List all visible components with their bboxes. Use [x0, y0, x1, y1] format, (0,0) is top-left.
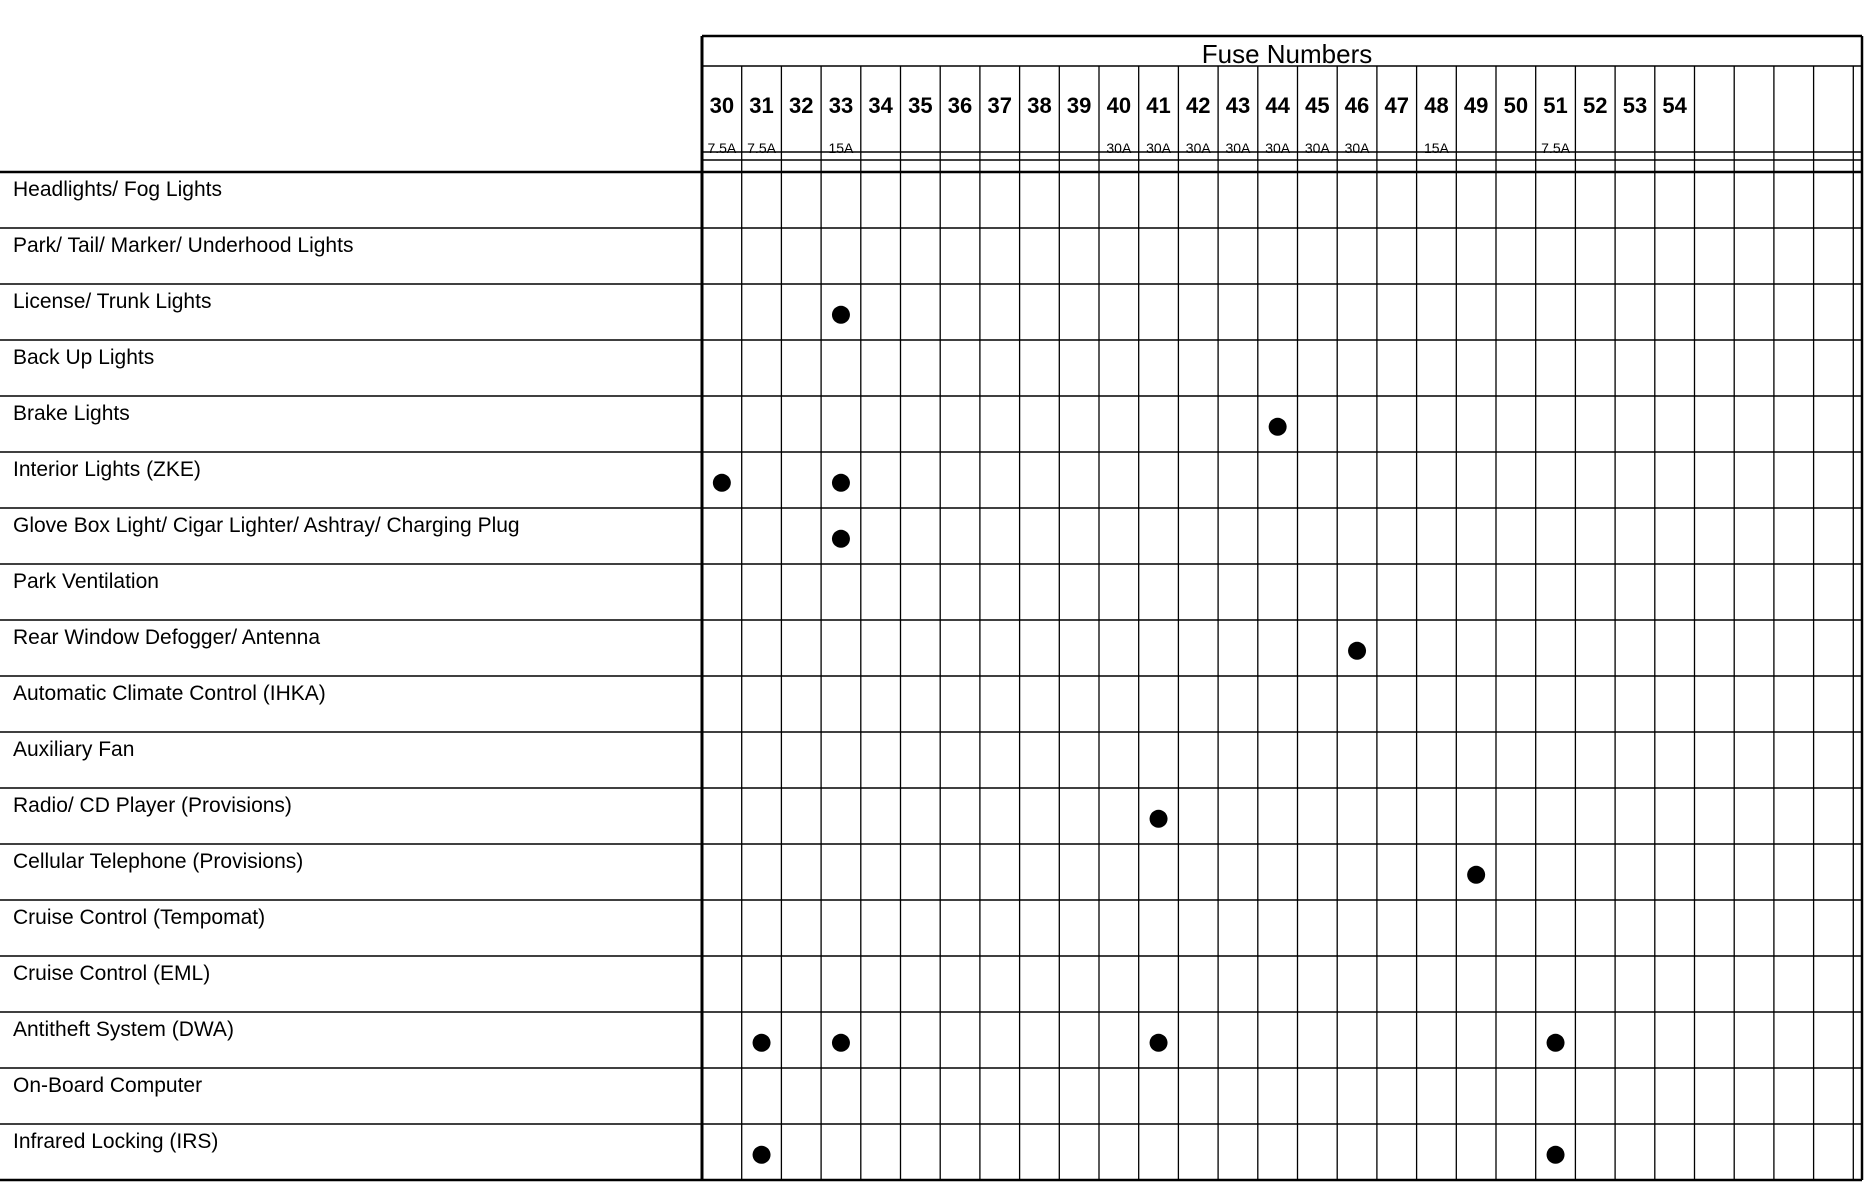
- fuse-number-header: 34: [868, 93, 893, 118]
- fuse-number-header: 38: [1027, 93, 1052, 118]
- fuse-number-header: 30: [709, 93, 735, 118]
- component-label: Cruise Control (EML): [13, 962, 211, 985]
- fuse-number-header: 39: [1066, 93, 1092, 118]
- component-label: Back Up Lights: [13, 346, 155, 369]
- component-label: Antitheft System (DWA): [13, 1018, 234, 1041]
- row-labels: [13, 178, 520, 1153]
- fuse-usage-dot: [832, 1034, 850, 1052]
- amperage-header: 30A: [1265, 140, 1291, 156]
- fuse-number-header: 37: [987, 93, 1012, 118]
- amperage-header: 7.5A: [1541, 140, 1570, 156]
- fuse-number-header: 52: [1583, 93, 1608, 118]
- fuse-number-header: 47: [1384, 93, 1409, 118]
- fuse-usage-dot: [753, 1146, 771, 1164]
- amperage-header: 30A: [1344, 140, 1370, 156]
- component-label: Park Ventilation: [13, 570, 159, 593]
- fuse-number-header: 49: [1463, 93, 1489, 118]
- component-label: On-Board Computer: [13, 1074, 203, 1097]
- fuse-number-header: 44: [1265, 93, 1290, 118]
- amperage-header: 30A: [1225, 140, 1251, 156]
- amperage-header: 30A: [1304, 140, 1330, 156]
- amperage-header: 7.5A: [747, 140, 776, 156]
- component-label: Headlights/ Fog Lights: [13, 178, 222, 201]
- component-label: Infrared Locking (IRS): [13, 1130, 219, 1153]
- component-label: Cruise Control (Tempomat): [13, 906, 266, 929]
- amperage-header: 7.5A: [707, 140, 737, 156]
- fuse-number-header: 53: [1622, 93, 1648, 118]
- fuse-numbers-title: Fuse Numbers: [1201, 39, 1373, 69]
- fuse-number-header: 36: [947, 93, 973, 118]
- fuse-usage-dot: [1150, 1034, 1168, 1052]
- amperage-header: 30A: [1185, 140, 1211, 156]
- fuse-usage-dot: [713, 474, 731, 492]
- fuse-usage-dot: [753, 1034, 771, 1052]
- fuse-number-header: 32: [789, 93, 814, 118]
- fuse-number-header: 35: [908, 93, 933, 118]
- fuse-number-header: 33: [828, 93, 854, 118]
- fuse-number-header: 46: [1344, 93, 1370, 118]
- fuse-usage-dot: [1269, 418, 1287, 436]
- component-label: License/ Trunk Lights: [13, 290, 212, 313]
- fuse-number-header: 41: [1146, 93, 1171, 118]
- component-label: Glove Box Light/ Cigar Lighter/ Ashtray/ Charging Plug: [13, 514, 520, 537]
- fuse-number-header: 48: [1424, 93, 1449, 118]
- fuse-number-headers: [710, 93, 1688, 118]
- component-label: Automatic Climate Control (IHKA): [13, 682, 326, 705]
- amperage-header: 30A: [1106, 140, 1132, 156]
- component-label: Park/ Tail/ Marker/ Underhood Lights: [13, 234, 354, 257]
- fuse-usage-dot: [832, 306, 850, 324]
- component-label: Rear Window Defogger/ Antenna: [13, 626, 321, 649]
- component-label: Radio/ CD Player (Provisions): [13, 794, 292, 817]
- fuse-number-header: 43: [1225, 93, 1251, 118]
- fuse-number-header: 31: [749, 93, 774, 118]
- fuse-usage-dot: [1467, 866, 1485, 884]
- fuse-number-header: 42: [1186, 93, 1211, 118]
- fuse-number-header: 50: [1503, 93, 1529, 118]
- component-label: Cellular Telephone (Provisions): [13, 850, 304, 873]
- fuse-usage-dot: [832, 530, 850, 548]
- fuse-number-header: 40: [1106, 93, 1132, 118]
- amperage-header: 15A: [828, 140, 854, 156]
- fuse-usage-dot: [1150, 810, 1168, 828]
- fuse-number-header: 54: [1662, 93, 1687, 118]
- fuse-number-header: 45: [1305, 93, 1330, 118]
- fuse-usage-dot: [832, 474, 850, 492]
- grid-lines: [0, 36, 1862, 1180]
- amperage-header: 30A: [1146, 140, 1172, 156]
- amperage-header: 15A: [1423, 140, 1449, 156]
- fuse-usage-dot: [1547, 1034, 1565, 1052]
- fuse-usage-dot: [1348, 642, 1366, 660]
- component-label: Brake Lights: [13, 402, 130, 425]
- fuse-number-header: 51: [1543, 93, 1568, 118]
- component-label: Interior Lights (ZKE): [13, 458, 201, 481]
- component-label: Auxiliary Fan: [13, 738, 135, 761]
- fuse-usage-dot: [1547, 1146, 1565, 1164]
